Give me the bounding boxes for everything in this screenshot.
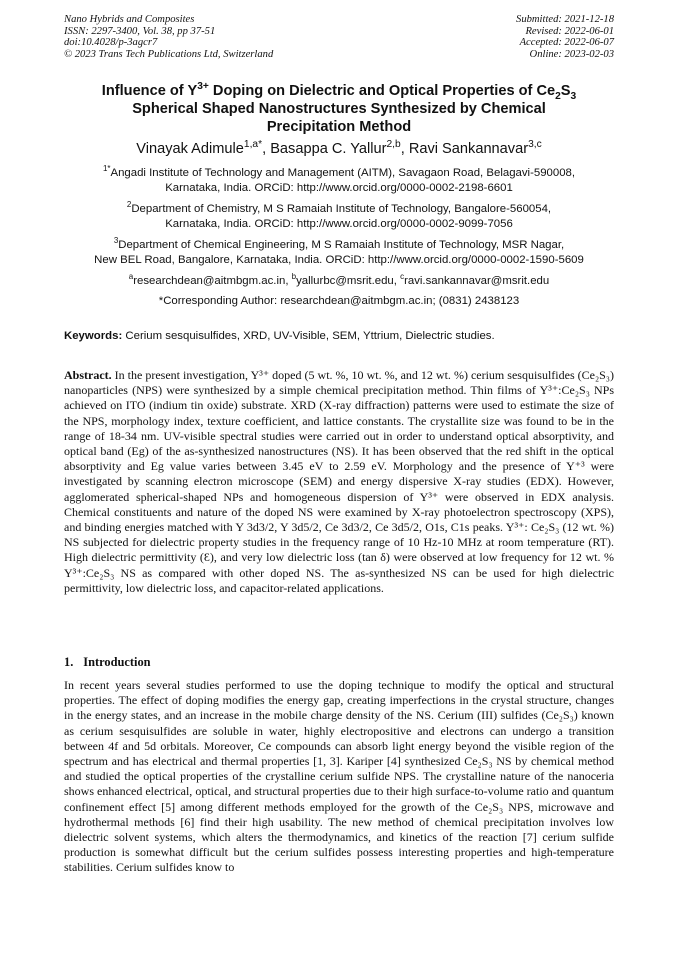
author-list: Vinayak Adimule$^{1,a*}$, Basappa C. Yallur$^{2,b}$, Ravi Sankannavar$^{3,c}$ xyxy=(136,139,542,157)
title-line-3: Precipitation Method xyxy=(266,119,412,135)
author-2: Basappa C. Yallur$^{2,b}$ xyxy=(270,139,401,157)
section-title: Introduction xyxy=(83,655,151,669)
abstract xyxy=(64,368,614,596)
journal-issn: ISSN: 2297-3400, Vol. 38, pp 37-51 xyxy=(64,25,216,37)
keywords-label: Keywords: xyxy=(64,330,123,342)
affiliation-2: $^2$Department of Chemistry, M S Ramaiah Institute of Technology, Bangalore-560054, Karnataka, India. ORCiD: http://www.orcid.org/0000-0002-9099-7056 xyxy=(126,200,552,230)
title-line-1: Influence of $Y^{3+}$ Doping on Dielectric and Optical Properties of $Ce_2S_3$ xyxy=(101,81,577,102)
journal-copyright: © 2023 Trans Tech Publications Ltd, Switzerland xyxy=(64,48,274,60)
date-accepted: Accepted: 2022-06-07 xyxy=(519,37,614,49)
keywords-text: Cerium sesquisulfides, XRD, UV-Visible, SEM, Yttrium, Dielectric studies. xyxy=(122,330,495,342)
affiliations xyxy=(40,166,638,309)
journal-info xyxy=(64,14,273,60)
author-1: Vinayak Adimule$^{1,a*}$ xyxy=(136,139,263,157)
corresponding-author: *Corresponding Author: researchdean@aitmbgm.ac.in; (0831) 2438123 xyxy=(158,295,520,307)
journal-doi: doi:10.4028/p-3agcr7 xyxy=(64,37,158,49)
date-revised: Revised: 2022-06-01 xyxy=(525,25,614,37)
author-emails: $^a$researchdean@aitmbgm.ac.in, $^b$yallurbc@msrit.edu, $^c$ravi.sankannavar@msrit.edu xyxy=(128,272,550,287)
abstract-text: In the present investigation, Y³⁺ doped (5 wt. %, 10 wt. %, and 12 wt. %) cerium sesquisulfides (Ce₂S₃) nanoparticles (NPS) were synthesized by a simple chemical precipitation method. Thin films of Y³⁺:Ce₂S₃ NPs achieved on ITO (indium tin oxide) substrate. XRD (X-ray diffraction) patterns were used to estimate the size of the NPS, morphology index, texture coefficient, and lattice constants. The crystallite size was found to be in the range of 18-34 nm. UV-visible spectral studies were carried out in order to understand optical absorptivity, and optical band (Eg) of the as-synthesized nanostructures (NS). It has been observed that the red shift in the optical absorptivity and Eg value varies between 3.45 eV to 2.59 eV. Morphology and the presence of Y⁺³ were investigated by scanning electron microscope (SEM) and energy dispersive X-ray studies (EDX). However, agglomerated spherical-shaped NPs and homogeneous dispersion of Y³⁺ were observed in EDX analysis. Chemical constituents and nature of the doped NS were examined by X-ray photoelectron spectroscopy (XPS), and binding energies matched with Y 3d3/2, Y 3d5/2, Ce 3d3/2, Ce 3d5/2, O1s, C1s peaks. Y³⁺: Ce₂S₃ (12 wt. %) NS subjected for dielectric property studies in the frequency range of 10 Hz-10 MHz at room temperature (RT). High dielectric permittivity (Ɛ), and very low dielectric loss (tan δ) were observed at low frequency for 12 wt. % Y³⁺:Ce₂S₃ NS as compared with other doped NS. The as-synthesized NS can be used for high dielectric permittivity, low dielectric loss, and capacitor-related applications. xyxy=(64,368,614,595)
email-a[interactable]: researchdean@aitmbgm.ac.in, xyxy=(133,275,292,287)
article-dates xyxy=(516,14,614,60)
section-number: 1. xyxy=(64,655,74,669)
paper-title xyxy=(40,82,638,136)
journal-name: Nano Hybrids and Composites xyxy=(64,14,195,25)
affiliation-1: $^{1*}$Angadi Institute of Technology and Management (AITM), Savagaon Road, Belagavi-590008, Karnataka, India. ORCiD: http://www.orcid.org/0000-0002-2198-6601 xyxy=(102,164,576,194)
abstract-label: Abstract. xyxy=(64,368,112,382)
author-3: Ravi Sankannavar$^{3,c}$ xyxy=(408,139,542,157)
date-submitted: Submitted: 2021-12-18 xyxy=(516,14,614,25)
keywords xyxy=(64,329,624,344)
email-b[interactable]: yallurbc@msrit.edu, xyxy=(296,275,401,287)
affiliation-3: $^3$Department of Chemical Engineering, M S Ramaiah Institute of Technology, MSR Nagar, New BEL Road, Bangalore, Karnataka, India. ORCiD: http://www.orcid.org/0000-0002-1590-5609 xyxy=(94,236,584,266)
title-line-2: Spherical Shaped Nanostructures Synthesized by Chemical xyxy=(132,101,546,117)
email-c[interactable]: ravi.sankannavar@msrit.edu xyxy=(404,275,550,287)
section-heading xyxy=(64,655,151,670)
introduction-text: In recent years several studies performed to use the doping technique to modify the optical and structural properties. The effect of doping modifies the energy gap, creating imperfections in the crystal structure, changes in the energy states, and an increase in the mobile charge density of the NS. Cerium (III) sulfides (Ce₂S₃) known as cerium sesquisulfides are soluble in water, highly electropositive and electrons can undergo a transition between 4f and 5d orbitals. Moreover, Ce compounds can absorb light energy beyond the visible region of the spectrum and has electrical and thermal properties [1, 3]. Kariper [4] synthesized Ce₂S₃ NS by chemical method and studied the optical properties of the crystalline cerium sulfide NPS. The crystalline nature of the nanoceria shows enhanced electrical, optical, and structural properties due to their high surface-to-volume ratio and quantum confinement effect [5] among different methods employed for the growth of the Ce₂S₃ NPS, microwave and hydrothermal methods [6] find their high usability. The new method of chemical precipitation involves low dielectric solvent systems, which alters the thermodynamics, and kinetics of the reaction [7] cerium sulfide production is somewhat difficult but the cerium sulfides possess interesting properties and high-temperature stabilities. Cerium sulfides know to xyxy=(64,678,614,875)
date-online: Online: 2023-02-03 xyxy=(529,48,614,60)
